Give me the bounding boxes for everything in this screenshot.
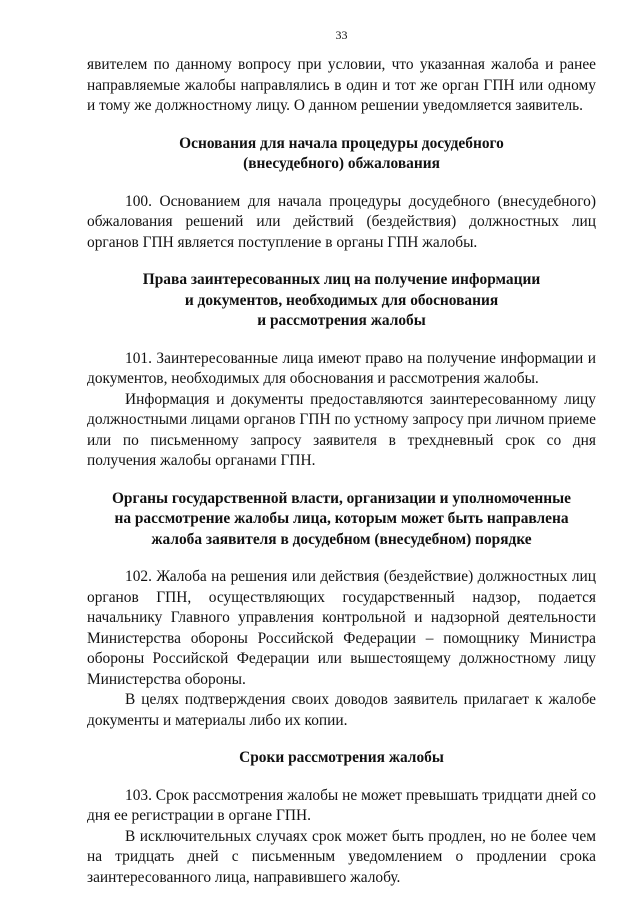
heading-line: на рассмотрение жалобы лица, которым может быть направлена xyxy=(114,510,569,527)
page-number: 33 xyxy=(335,28,348,42)
paragraph-102: 102. Жалоба на решения или действия (бездействие) должностных лиц органов ГПН, осуществляющих государственный надзор, подается начальнику Главного управления контрольной и надзорной деятельности Министерства обороны Российской Федерации – помощнику Министра обороны Российской Федерации или вышестоящему должностному лицу Министерства обороны. xyxy=(87,568,596,688)
paragraph-101: 101. Заинтересованные лица имеют право на получение информации и документов, необходимых для обоснования и рассмотрения жалобы. xyxy=(87,349,596,387)
paragraph-101-info: Информация и документы предоставляются заинтересованному лицу должностными лицами органов ГПН по устному запросу при личном приеме или по письменному запросу заявителя в трехдневный срок со дня получения жалобы органами ГПН. xyxy=(87,390,596,469)
heading-line: и рассмотрения жалобы xyxy=(257,312,426,329)
heading-line: жалоба заявителя в досудебном (внесудебном) порядке xyxy=(151,530,532,548)
section-heading-terms xyxy=(87,748,596,769)
heading-line: (внесудебного) обжалования xyxy=(243,155,440,172)
section-heading-rights xyxy=(87,270,596,332)
intro-paragraph: явителем по данному вопросу при условии, что указанная жалоба и ранее направляемые жалобы направлялись в один и тот же орган ГПН или одному и тому же должностному лицу. О данном решении уведомляется заявитель. xyxy=(87,56,596,114)
heading-line: Права заинтересованных лиц на получение информации xyxy=(142,271,541,288)
heading-line: Органы государственной власти, организации и уполномоченные xyxy=(111,489,572,507)
section-heading-grounds xyxy=(87,134,596,175)
paragraph-103-extension: В исключительных случаях срок может быть продлен, но не более чем на тридцать дней с письменным уведомлением о продлении срока заинтересованного лица, направившего жалобу. xyxy=(87,827,596,886)
paragraph-102-evidence: В целях подтверждения своих доводов заявитель прилагает к жалобе документы и материалы либо их копии. xyxy=(87,691,596,729)
heading-line: Основания для начала процедуры досудебного xyxy=(179,134,504,152)
paragraph-100: 100. Основанием для начала процедуры досудебного (внесудебного) обжалования решений или действий (бездействия) должностных лиц органов ГПН является поступление в органы ГПН жалобы. xyxy=(87,192,596,251)
heading-line: Сроки рассмотрения жалобы xyxy=(239,749,444,766)
heading-line: и документов, необходимых для обоснования xyxy=(184,291,499,309)
section-heading-authorities xyxy=(87,489,596,551)
paragraph-103: 103. Срок рассмотрения жалобы не может превышать тридцати дней со дня ее регистрации в органе ГПН. xyxy=(87,786,596,824)
